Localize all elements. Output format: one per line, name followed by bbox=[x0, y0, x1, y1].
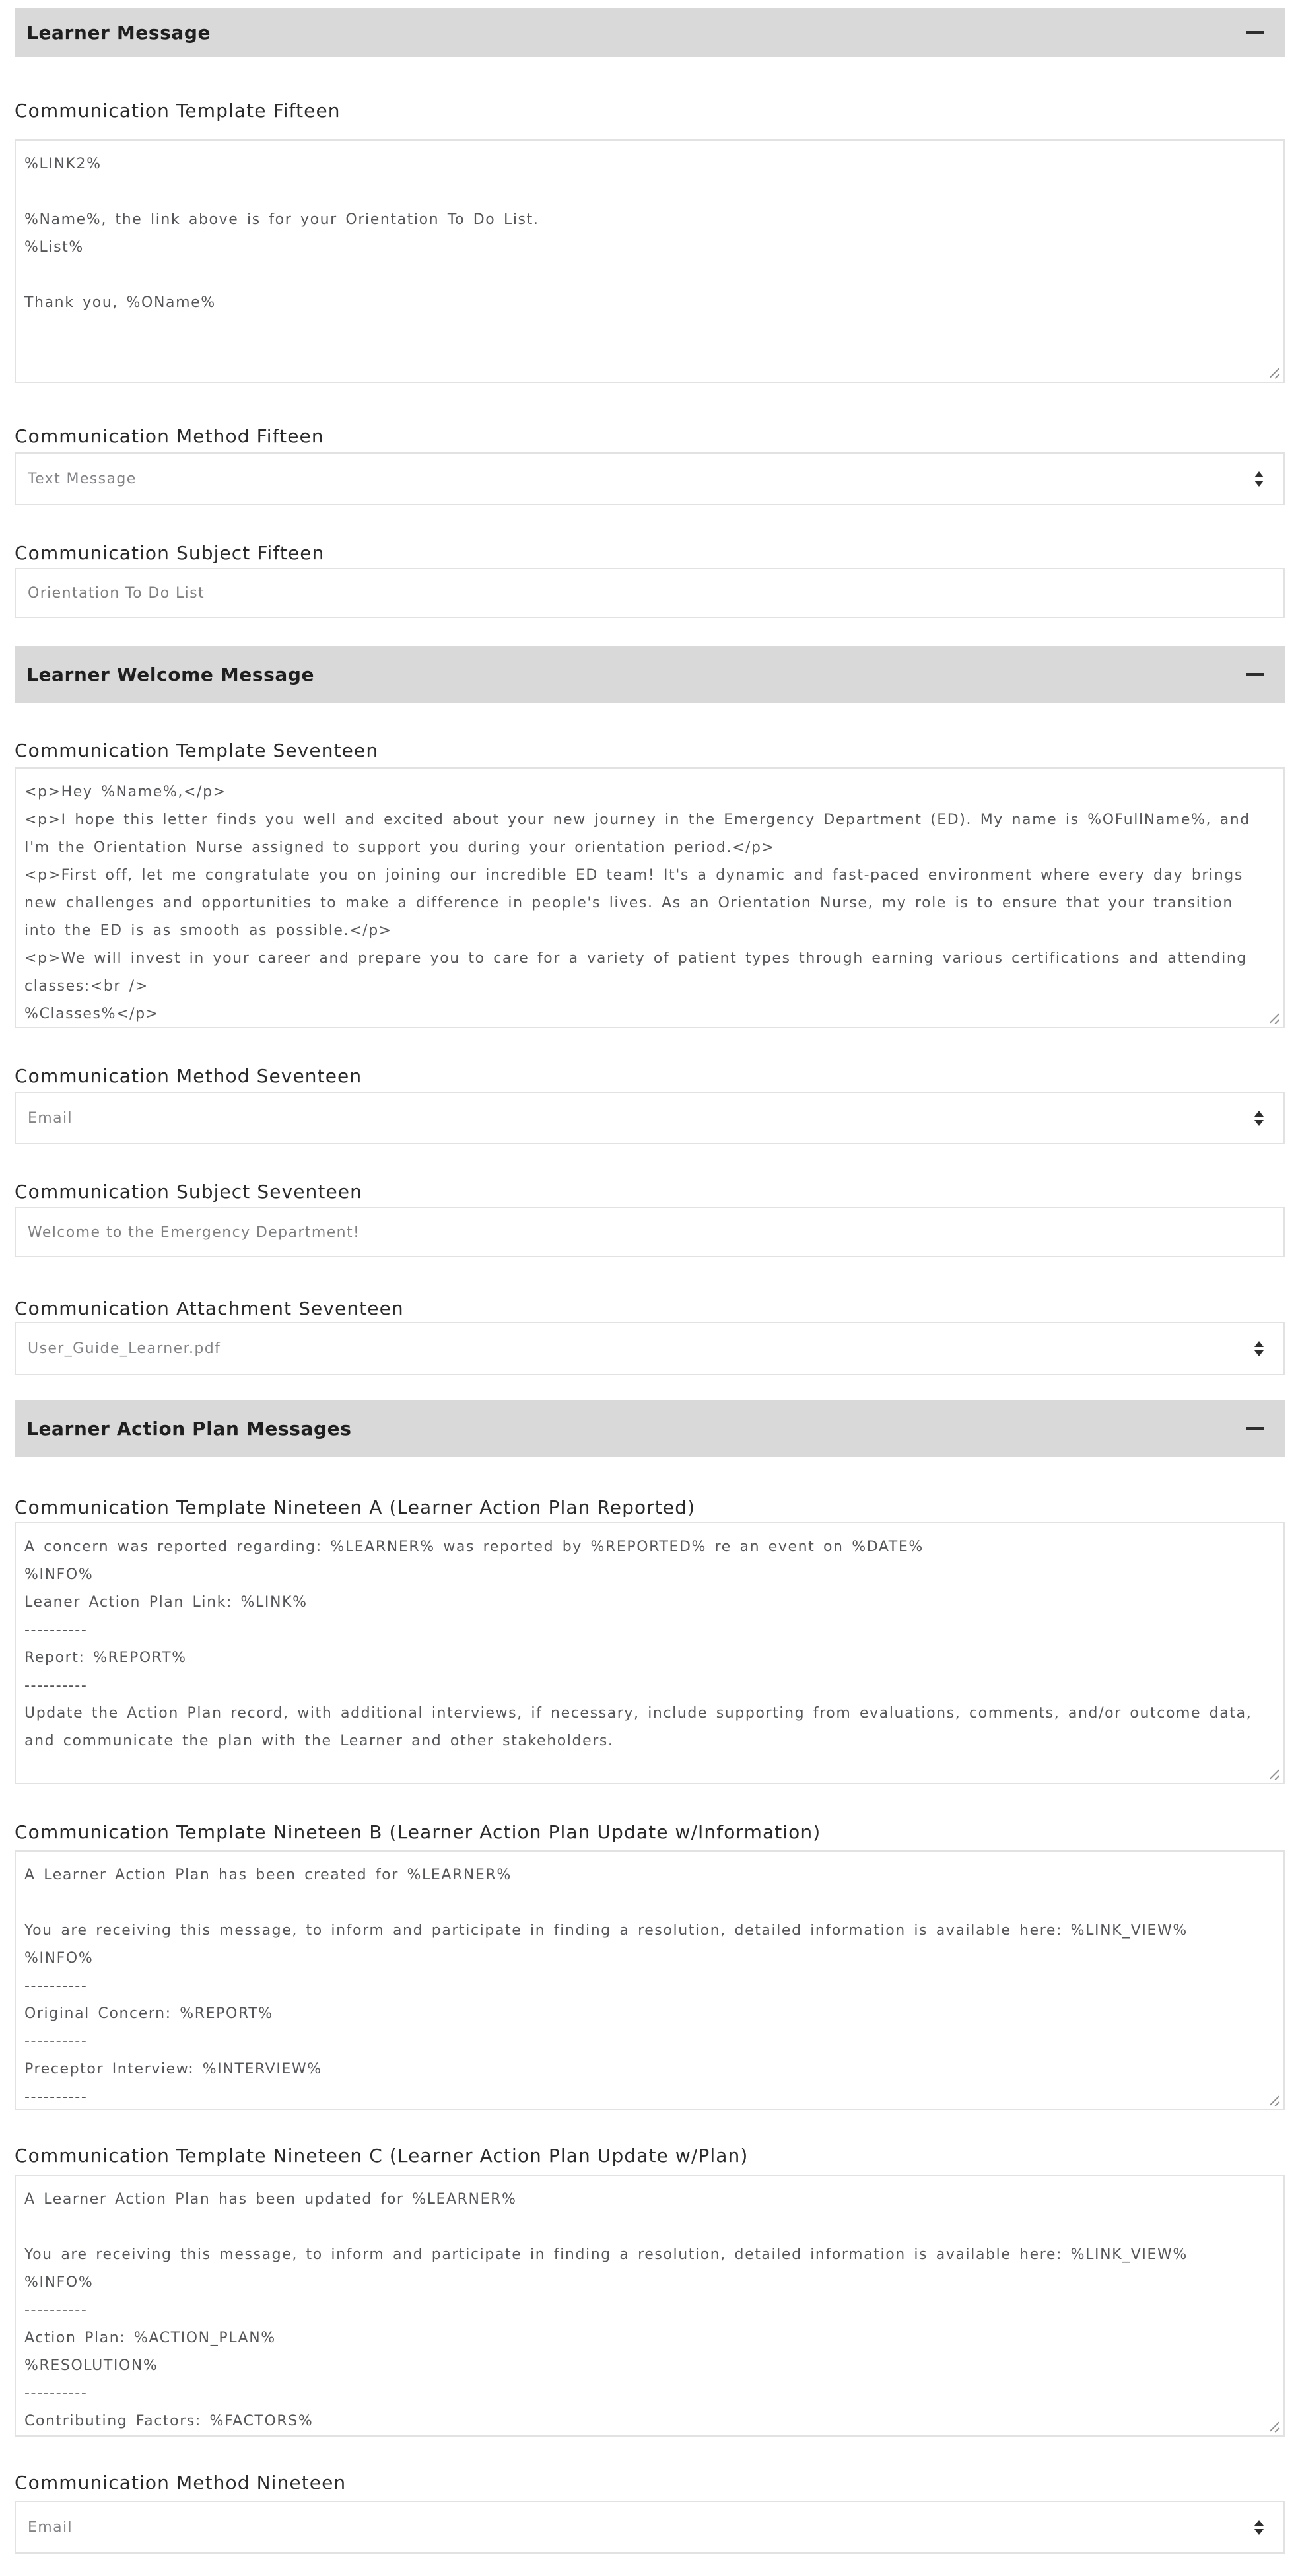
communication-template-nineteen-a-textarea[interactable] bbox=[15, 1522, 1285, 1784]
up-down-arrows-icon bbox=[1254, 1341, 1264, 1356]
field-label: Communication Method Fifteen bbox=[15, 425, 324, 447]
up-down-arrows-icon bbox=[1254, 2520, 1264, 2535]
communication-method-seventeen-select[interactable] bbox=[15, 1092, 1285, 1144]
field-label: Communication Method Seventeen bbox=[15, 1065, 362, 1087]
field-label: Communication Template Fifteen bbox=[15, 100, 341, 122]
field-label: Communication Template Nineteen A (Learner Action Plan Reported) bbox=[15, 1496, 696, 1518]
section-header-learner-welcome-message[interactable] bbox=[15, 646, 1285, 703]
communication-method-fifteen-select[interactable] bbox=[15, 452, 1285, 505]
selected-value: User_Guide_Learner.pdf bbox=[28, 1340, 221, 1357]
communication-template-fifteen-textarea[interactable] bbox=[15, 139, 1285, 383]
selected-value: Text Message bbox=[28, 470, 137, 487]
field-label: Communication Template Nineteen B (Learner Action Plan Update w/Information) bbox=[15, 1821, 821, 1843]
field-label: Communication Template Seventeen bbox=[15, 740, 379, 761]
up-down-arrows-icon bbox=[1254, 471, 1264, 487]
communication-method-nineteen-select[interactable] bbox=[15, 2501, 1285, 2554]
communication-subject-seventeen-input[interactable] bbox=[15, 1207, 1285, 1257]
selected-value: Email bbox=[28, 1109, 73, 1127]
settings-form bbox=[15, 8, 1285, 2554]
communication-template-seventeen-textarea[interactable] bbox=[15, 767, 1285, 1028]
field-label: Communication Template Nineteen C (Learner Action Plan Update w/Plan) bbox=[15, 2145, 749, 2167]
collapse-minus-icon[interactable] bbox=[1246, 31, 1264, 34]
collapse-minus-icon[interactable] bbox=[1246, 673, 1264, 676]
section-title: Learner Message bbox=[26, 21, 211, 44]
communication-template-nineteen-c-textarea[interactable] bbox=[15, 2175, 1285, 2437]
field-label: Communication Subject Seventeen bbox=[15, 1181, 362, 1202]
collapse-minus-icon[interactable] bbox=[1246, 1427, 1264, 1430]
section-header-learner-message[interactable] bbox=[15, 8, 1285, 57]
field-label: Communication Attachment Seventeen bbox=[15, 1298, 404, 1319]
section-title: Learner Action Plan Messages bbox=[26, 1417, 352, 1440]
up-down-arrows-icon bbox=[1254, 1111, 1264, 1126]
field-label: Communication Subject Fifteen bbox=[15, 542, 325, 564]
communication-template-nineteen-b-textarea[interactable] bbox=[15, 1850, 1285, 2110]
selected-value: Email bbox=[28, 2519, 73, 2536]
section-header-learner-action-plan-messages[interactable] bbox=[15, 1400, 1285, 1457]
communication-subject-fifteen-input[interactable] bbox=[15, 568, 1285, 618]
communication-attachment-seventeen-select[interactable] bbox=[15, 1322, 1285, 1375]
field-label: Communication Method Nineteen bbox=[15, 2472, 347, 2493]
section-title: Learner Welcome Message bbox=[26, 663, 315, 685]
